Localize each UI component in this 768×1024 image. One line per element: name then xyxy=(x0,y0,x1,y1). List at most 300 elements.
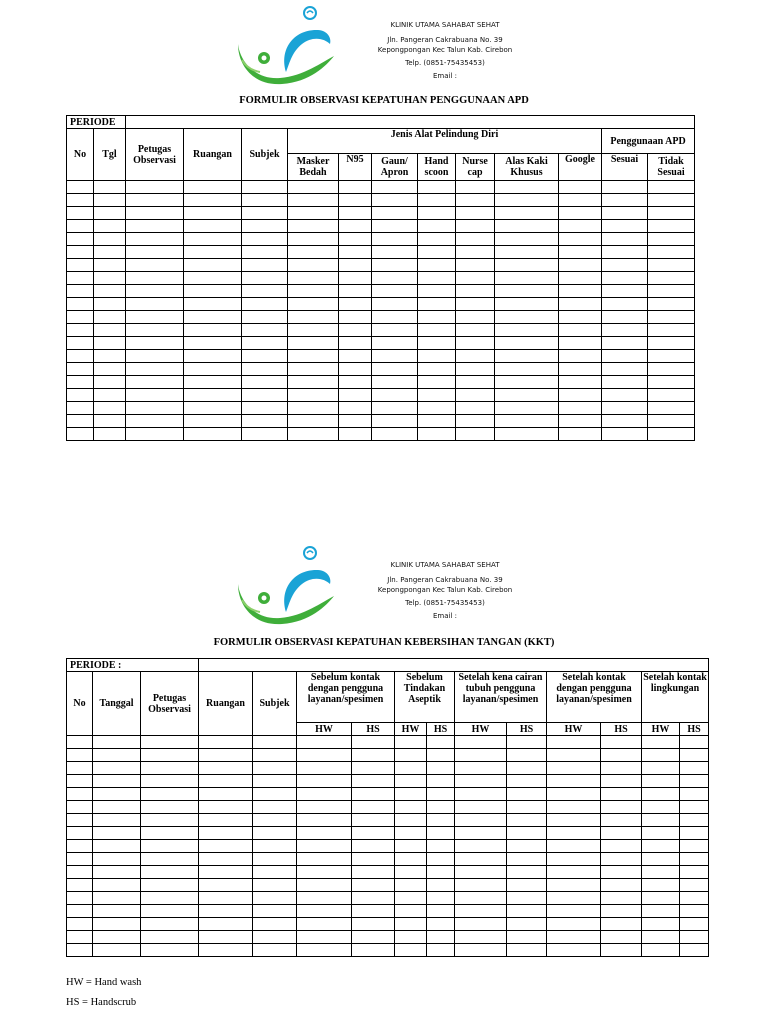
kkt-table-cell[interactable] xyxy=(507,931,547,944)
apd-table-cell[interactable] xyxy=(372,194,418,207)
apd-table-cell[interactable] xyxy=(559,233,602,246)
apd-table-cell[interactable] xyxy=(602,428,648,441)
apd-table-cell[interactable] xyxy=(67,298,94,311)
kkt-table-cell[interactable] xyxy=(455,892,507,905)
kkt-table-cell[interactable] xyxy=(601,775,642,788)
apd-table-cell[interactable] xyxy=(288,311,339,324)
kkt-table-cell[interactable] xyxy=(141,827,199,840)
kkt-table-cell[interactable] xyxy=(141,892,199,905)
apd-table-cell[interactable] xyxy=(242,259,288,272)
apd-table-cell[interactable] xyxy=(94,311,126,324)
apd-table-cell[interactable] xyxy=(94,402,126,415)
kkt-table-cell[interactable] xyxy=(253,775,297,788)
apd-table-cell[interactable] xyxy=(559,246,602,259)
apd-table-cell[interactable] xyxy=(602,207,648,220)
kkt-table-cell[interactable] xyxy=(601,905,642,918)
apd-table-cell[interactable] xyxy=(648,376,695,389)
apd-table-cell[interactable] xyxy=(339,311,372,324)
apd-table-cell[interactable] xyxy=(126,324,184,337)
kkt-table-cell[interactable] xyxy=(297,931,352,944)
kkt-table-cell[interactable] xyxy=(93,814,141,827)
kkt-periode-value[interactable] xyxy=(199,659,709,672)
apd-table-cell[interactable] xyxy=(648,415,695,428)
kkt-table-cell[interactable] xyxy=(297,788,352,801)
apd-table-cell[interactable] xyxy=(648,363,695,376)
apd-table-cell[interactable] xyxy=(495,311,559,324)
apd-table-cell[interactable] xyxy=(559,298,602,311)
kkt-table-cell[interactable] xyxy=(680,918,709,931)
kkt-table-cell[interactable] xyxy=(601,840,642,853)
apd-table-cell[interactable] xyxy=(456,363,495,376)
kkt-table-cell[interactable] xyxy=(601,788,642,801)
kkt-table-cell[interactable] xyxy=(427,879,455,892)
apd-table-cell[interactable] xyxy=(456,350,495,363)
kkt-table-cell[interactable] xyxy=(427,762,455,775)
kkt-table-cell[interactable] xyxy=(455,853,507,866)
apd-table-cell[interactable] xyxy=(456,402,495,415)
kkt-table-cell[interactable] xyxy=(507,853,547,866)
apd-table-cell[interactable] xyxy=(602,181,648,194)
kkt-table-cell[interactable] xyxy=(547,853,601,866)
apd-table-cell[interactable] xyxy=(288,181,339,194)
apd-table-cell[interactable] xyxy=(418,194,456,207)
kkt-table-cell[interactable] xyxy=(395,827,427,840)
kkt-table-cell[interactable] xyxy=(93,879,141,892)
kkt-table-cell[interactable] xyxy=(93,827,141,840)
kkt-table-cell[interactable] xyxy=(507,944,547,957)
kkt-table-cell[interactable] xyxy=(199,853,253,866)
kkt-table-cell[interactable] xyxy=(67,918,93,931)
kkt-table-cell[interactable] xyxy=(253,749,297,762)
apd-periode-value[interactable] xyxy=(126,116,695,129)
kkt-table-cell[interactable] xyxy=(680,853,709,866)
kkt-table-cell[interactable] xyxy=(395,879,427,892)
kkt-table-cell[interactable] xyxy=(395,866,427,879)
apd-table-cell[interactable] xyxy=(456,259,495,272)
kkt-table-cell[interactable] xyxy=(93,775,141,788)
apd-table-cell[interactable] xyxy=(648,337,695,350)
apd-table-cell[interactable] xyxy=(602,194,648,207)
apd-table-cell[interactable] xyxy=(602,415,648,428)
kkt-table-cell[interactable] xyxy=(601,736,642,749)
kkt-table-cell[interactable] xyxy=(395,931,427,944)
apd-table-cell[interactable] xyxy=(648,207,695,220)
kkt-table-cell[interactable] xyxy=(297,801,352,814)
apd-table-cell[interactable] xyxy=(602,324,648,337)
kkt-table-cell[interactable] xyxy=(427,853,455,866)
apd-table-cell[interactable] xyxy=(559,376,602,389)
apd-table-cell[interactable] xyxy=(67,311,94,324)
apd-table-cell[interactable] xyxy=(94,181,126,194)
kkt-table-cell[interactable] xyxy=(395,762,427,775)
apd-table-cell[interactable] xyxy=(648,428,695,441)
apd-table-cell[interactable] xyxy=(495,298,559,311)
apd-table-cell[interactable] xyxy=(339,194,372,207)
apd-table-cell[interactable] xyxy=(339,389,372,402)
apd-table-cell[interactable] xyxy=(418,220,456,233)
apd-table-cell[interactable] xyxy=(94,428,126,441)
apd-table-cell[interactable] xyxy=(418,259,456,272)
kkt-table-cell[interactable] xyxy=(601,762,642,775)
kkt-table-cell[interactable] xyxy=(601,866,642,879)
apd-table-cell[interactable] xyxy=(495,428,559,441)
kkt-table-cell[interactable] xyxy=(395,853,427,866)
kkt-table-cell[interactable] xyxy=(680,931,709,944)
kkt-table-cell[interactable] xyxy=(547,866,601,879)
apd-table-cell[interactable] xyxy=(602,220,648,233)
apd-table-cell[interactable] xyxy=(126,272,184,285)
apd-table-cell[interactable] xyxy=(456,415,495,428)
apd-table-cell[interactable] xyxy=(372,207,418,220)
apd-table-cell[interactable] xyxy=(372,298,418,311)
apd-table-cell[interactable] xyxy=(559,402,602,415)
kkt-table-cell[interactable] xyxy=(297,762,352,775)
apd-table-cell[interactable] xyxy=(339,285,372,298)
kkt-table-cell[interactable] xyxy=(93,892,141,905)
kkt-table-cell[interactable] xyxy=(93,749,141,762)
kkt-table-cell[interactable] xyxy=(642,736,680,749)
kkt-table-cell[interactable] xyxy=(253,762,297,775)
apd-table-cell[interactable] xyxy=(242,207,288,220)
apd-table-cell[interactable] xyxy=(418,415,456,428)
apd-table-cell[interactable] xyxy=(418,207,456,220)
apd-table-cell[interactable] xyxy=(339,259,372,272)
apd-table-cell[interactable] xyxy=(648,311,695,324)
kkt-table-cell[interactable] xyxy=(141,801,199,814)
kkt-table-cell[interactable] xyxy=(395,905,427,918)
apd-table-cell[interactable] xyxy=(184,428,242,441)
apd-table-cell[interactable] xyxy=(184,415,242,428)
apd-table-cell[interactable] xyxy=(94,363,126,376)
kkt-table-cell[interactable] xyxy=(642,892,680,905)
kkt-table-cell[interactable] xyxy=(642,931,680,944)
kkt-table-cell[interactable] xyxy=(680,749,709,762)
kkt-table-cell[interactable] xyxy=(547,801,601,814)
apd-table-cell[interactable] xyxy=(288,194,339,207)
apd-table-cell[interactable] xyxy=(242,246,288,259)
kkt-table-cell[interactable] xyxy=(199,918,253,931)
apd-table-cell[interactable] xyxy=(242,285,288,298)
apd-table-cell[interactable] xyxy=(242,376,288,389)
kkt-table-cell[interactable] xyxy=(427,788,455,801)
kkt-table-cell[interactable] xyxy=(67,775,93,788)
kkt-table-cell[interactable] xyxy=(547,749,601,762)
apd-table-cell[interactable] xyxy=(288,428,339,441)
kkt-table-cell[interactable] xyxy=(601,801,642,814)
kkt-table-cell[interactable] xyxy=(427,905,455,918)
kkt-table-cell[interactable] xyxy=(67,931,93,944)
kkt-table-cell[interactable] xyxy=(455,827,507,840)
apd-table-cell[interactable] xyxy=(288,220,339,233)
kkt-table-cell[interactable] xyxy=(427,775,455,788)
kkt-table-cell[interactable] xyxy=(601,944,642,957)
apd-table-cell[interactable] xyxy=(495,350,559,363)
kkt-table-cell[interactable] xyxy=(642,788,680,801)
apd-table-cell[interactable] xyxy=(456,194,495,207)
kkt-table-cell[interactable] xyxy=(93,853,141,866)
apd-table-cell[interactable] xyxy=(126,207,184,220)
kkt-table-cell[interactable] xyxy=(199,892,253,905)
apd-table-cell[interactable] xyxy=(418,363,456,376)
kkt-table-cell[interactable] xyxy=(427,866,455,879)
apd-table-cell[interactable] xyxy=(602,246,648,259)
apd-table-cell[interactable] xyxy=(242,298,288,311)
apd-table-cell[interactable] xyxy=(242,415,288,428)
kkt-table-cell[interactable] xyxy=(253,801,297,814)
kkt-table-cell[interactable] xyxy=(253,736,297,749)
apd-table-cell[interactable] xyxy=(648,350,695,363)
apd-table-cell[interactable] xyxy=(184,363,242,376)
apd-table-cell[interactable] xyxy=(94,220,126,233)
apd-table-cell[interactable] xyxy=(372,337,418,350)
kkt-table-cell[interactable] xyxy=(297,814,352,827)
apd-table-cell[interactable] xyxy=(339,272,372,285)
apd-table-cell[interactable] xyxy=(126,181,184,194)
apd-table-cell[interactable] xyxy=(67,376,94,389)
kkt-table-cell[interactable] xyxy=(642,814,680,827)
apd-table-cell[interactable] xyxy=(94,350,126,363)
apd-table-cell[interactable] xyxy=(602,311,648,324)
kkt-table-cell[interactable] xyxy=(253,944,297,957)
apd-table-cell[interactable] xyxy=(94,389,126,402)
apd-table-cell[interactable] xyxy=(495,285,559,298)
apd-table-cell[interactable] xyxy=(94,246,126,259)
apd-table-cell[interactable] xyxy=(67,402,94,415)
apd-table-cell[interactable] xyxy=(559,285,602,298)
kkt-table-cell[interactable] xyxy=(199,905,253,918)
apd-table-cell[interactable] xyxy=(288,363,339,376)
kkt-table-cell[interactable] xyxy=(507,801,547,814)
kkt-table-cell[interactable] xyxy=(642,853,680,866)
kkt-table-cell[interactable] xyxy=(427,840,455,853)
kkt-table-cell[interactable] xyxy=(141,788,199,801)
apd-table-cell[interactable] xyxy=(242,350,288,363)
kkt-table-cell[interactable] xyxy=(93,905,141,918)
apd-table-cell[interactable] xyxy=(602,350,648,363)
apd-table-cell[interactable] xyxy=(372,181,418,194)
kkt-table-cell[interactable] xyxy=(93,931,141,944)
kkt-table-cell[interactable] xyxy=(547,944,601,957)
apd-table-cell[interactable] xyxy=(288,376,339,389)
kkt-table-cell[interactable] xyxy=(547,879,601,892)
kkt-table-cell[interactable] xyxy=(395,944,427,957)
kkt-table-cell[interactable] xyxy=(352,788,395,801)
kkt-table-cell[interactable] xyxy=(680,775,709,788)
kkt-table-cell[interactable] xyxy=(141,866,199,879)
kkt-table-cell[interactable] xyxy=(507,840,547,853)
apd-table-cell[interactable] xyxy=(288,337,339,350)
kkt-table-cell[interactable] xyxy=(253,866,297,879)
apd-table-cell[interactable] xyxy=(602,272,648,285)
kkt-table-cell[interactable] xyxy=(352,853,395,866)
apd-table-cell[interactable] xyxy=(184,194,242,207)
kkt-table-cell[interactable] xyxy=(427,827,455,840)
kkt-table-cell[interactable] xyxy=(507,918,547,931)
apd-table-cell[interactable] xyxy=(67,194,94,207)
apd-table-cell[interactable] xyxy=(602,389,648,402)
apd-table-cell[interactable] xyxy=(184,285,242,298)
apd-table-cell[interactable] xyxy=(495,194,559,207)
kkt-table-cell[interactable] xyxy=(253,788,297,801)
kkt-table-cell[interactable] xyxy=(507,814,547,827)
apd-table-cell[interactable] xyxy=(456,324,495,337)
kkt-table-cell[interactable] xyxy=(199,879,253,892)
apd-table-cell[interactable] xyxy=(67,246,94,259)
apd-table-cell[interactable] xyxy=(495,259,559,272)
apd-table-cell[interactable] xyxy=(495,363,559,376)
apd-table-cell[interactable] xyxy=(495,220,559,233)
kkt-table-cell[interactable] xyxy=(352,879,395,892)
apd-table-cell[interactable] xyxy=(418,402,456,415)
apd-table-cell[interactable] xyxy=(184,220,242,233)
kkt-table-cell[interactable] xyxy=(680,879,709,892)
apd-table-cell[interactable] xyxy=(495,272,559,285)
apd-table-cell[interactable] xyxy=(559,220,602,233)
kkt-table-cell[interactable] xyxy=(427,944,455,957)
apd-table-cell[interactable] xyxy=(418,298,456,311)
apd-table-cell[interactable] xyxy=(456,311,495,324)
kkt-table-cell[interactable] xyxy=(67,879,93,892)
kkt-table-cell[interactable] xyxy=(601,931,642,944)
apd-table-cell[interactable] xyxy=(602,337,648,350)
apd-table-cell[interactable] xyxy=(339,415,372,428)
apd-table-cell[interactable] xyxy=(242,337,288,350)
apd-table-cell[interactable] xyxy=(94,259,126,272)
apd-table-cell[interactable] xyxy=(648,298,695,311)
kkt-table-cell[interactable] xyxy=(297,853,352,866)
kkt-table-cell[interactable] xyxy=(507,788,547,801)
kkt-table-cell[interactable] xyxy=(352,840,395,853)
kkt-table-cell[interactable] xyxy=(507,775,547,788)
kkt-table-cell[interactable] xyxy=(67,892,93,905)
apd-table-cell[interactable] xyxy=(372,376,418,389)
apd-table-cell[interactable] xyxy=(602,259,648,272)
kkt-table-cell[interactable] xyxy=(67,827,93,840)
apd-table-cell[interactable] xyxy=(288,272,339,285)
kkt-table-cell[interactable] xyxy=(455,762,507,775)
kkt-table-cell[interactable] xyxy=(253,827,297,840)
kkt-table-cell[interactable] xyxy=(642,827,680,840)
kkt-table-cell[interactable] xyxy=(352,801,395,814)
apd-table-cell[interactable] xyxy=(372,350,418,363)
apd-table-cell[interactable] xyxy=(67,220,94,233)
kkt-table-cell[interactable] xyxy=(199,840,253,853)
apd-table-cell[interactable] xyxy=(456,233,495,246)
apd-table-cell[interactable] xyxy=(288,259,339,272)
kkt-table-cell[interactable] xyxy=(67,762,93,775)
kkt-table-cell[interactable] xyxy=(253,918,297,931)
apd-table-cell[interactable] xyxy=(184,311,242,324)
apd-table-cell[interactable] xyxy=(126,233,184,246)
apd-table-cell[interactable] xyxy=(339,428,372,441)
kkt-table-cell[interactable] xyxy=(253,879,297,892)
kkt-table-cell[interactable] xyxy=(93,736,141,749)
apd-table-cell[interactable] xyxy=(456,181,495,194)
apd-table-cell[interactable] xyxy=(648,246,695,259)
kkt-table-cell[interactable] xyxy=(297,892,352,905)
apd-table-cell[interactable] xyxy=(242,428,288,441)
kkt-table-cell[interactable] xyxy=(601,918,642,931)
kkt-table-cell[interactable] xyxy=(93,944,141,957)
kkt-table-cell[interactable] xyxy=(352,918,395,931)
kkt-table-cell[interactable] xyxy=(253,853,297,866)
kkt-table-cell[interactable] xyxy=(352,749,395,762)
kkt-table-cell[interactable] xyxy=(395,840,427,853)
kkt-table-cell[interactable] xyxy=(642,918,680,931)
kkt-table-cell[interactable] xyxy=(67,905,93,918)
apd-table-cell[interactable] xyxy=(495,337,559,350)
apd-table-cell[interactable] xyxy=(67,428,94,441)
kkt-table-cell[interactable] xyxy=(507,866,547,879)
apd-table-cell[interactable] xyxy=(242,194,288,207)
apd-table-cell[interactable] xyxy=(288,298,339,311)
apd-table-cell[interactable] xyxy=(372,428,418,441)
apd-table-cell[interactable] xyxy=(184,233,242,246)
kkt-table-cell[interactable] xyxy=(297,918,352,931)
apd-table-cell[interactable] xyxy=(126,415,184,428)
apd-table-cell[interactable] xyxy=(94,298,126,311)
kkt-table-cell[interactable] xyxy=(141,905,199,918)
apd-table-cell[interactable] xyxy=(67,337,94,350)
kkt-table-cell[interactable] xyxy=(199,736,253,749)
kkt-table-cell[interactable] xyxy=(199,944,253,957)
kkt-table-cell[interactable] xyxy=(199,931,253,944)
kkt-table-cell[interactable] xyxy=(507,736,547,749)
kkt-table-cell[interactable] xyxy=(93,762,141,775)
apd-table-cell[interactable] xyxy=(418,428,456,441)
kkt-table-cell[interactable] xyxy=(455,814,507,827)
apd-table-cell[interactable] xyxy=(126,402,184,415)
kkt-table-cell[interactable] xyxy=(395,801,427,814)
apd-table-cell[interactable] xyxy=(418,285,456,298)
apd-table-cell[interactable] xyxy=(372,415,418,428)
kkt-table-cell[interactable] xyxy=(547,840,601,853)
kkt-table-cell[interactable] xyxy=(297,905,352,918)
kkt-table-cell[interactable] xyxy=(455,775,507,788)
apd-table-cell[interactable] xyxy=(648,324,695,337)
kkt-table-cell[interactable] xyxy=(680,944,709,957)
apd-table-cell[interactable] xyxy=(559,350,602,363)
apd-table-cell[interactable] xyxy=(602,298,648,311)
apd-table-cell[interactable] xyxy=(288,350,339,363)
apd-table-cell[interactable] xyxy=(242,324,288,337)
apd-table-cell[interactable] xyxy=(67,363,94,376)
kkt-table-cell[interactable] xyxy=(680,788,709,801)
kkt-table-cell[interactable] xyxy=(93,918,141,931)
kkt-table-cell[interactable] xyxy=(601,892,642,905)
apd-table-cell[interactable] xyxy=(648,259,695,272)
kkt-table-cell[interactable] xyxy=(601,827,642,840)
kkt-table-cell[interactable] xyxy=(395,918,427,931)
kkt-table-cell[interactable] xyxy=(455,801,507,814)
kkt-table-cell[interactable] xyxy=(642,775,680,788)
kkt-table-cell[interactable] xyxy=(427,931,455,944)
kkt-table-cell[interactable] xyxy=(507,892,547,905)
apd-table-cell[interactable] xyxy=(372,402,418,415)
kkt-table-cell[interactable] xyxy=(67,788,93,801)
apd-table-cell[interactable] xyxy=(559,311,602,324)
kkt-table-cell[interactable] xyxy=(642,905,680,918)
apd-table-cell[interactable] xyxy=(418,350,456,363)
kkt-table-cell[interactable] xyxy=(297,866,352,879)
apd-table-cell[interactable] xyxy=(456,285,495,298)
kkt-table-cell[interactable] xyxy=(93,866,141,879)
apd-table-cell[interactable] xyxy=(339,350,372,363)
apd-table-cell[interactable] xyxy=(559,324,602,337)
apd-table-cell[interactable] xyxy=(242,233,288,246)
kkt-table-cell[interactable] xyxy=(547,762,601,775)
apd-table-cell[interactable] xyxy=(126,311,184,324)
